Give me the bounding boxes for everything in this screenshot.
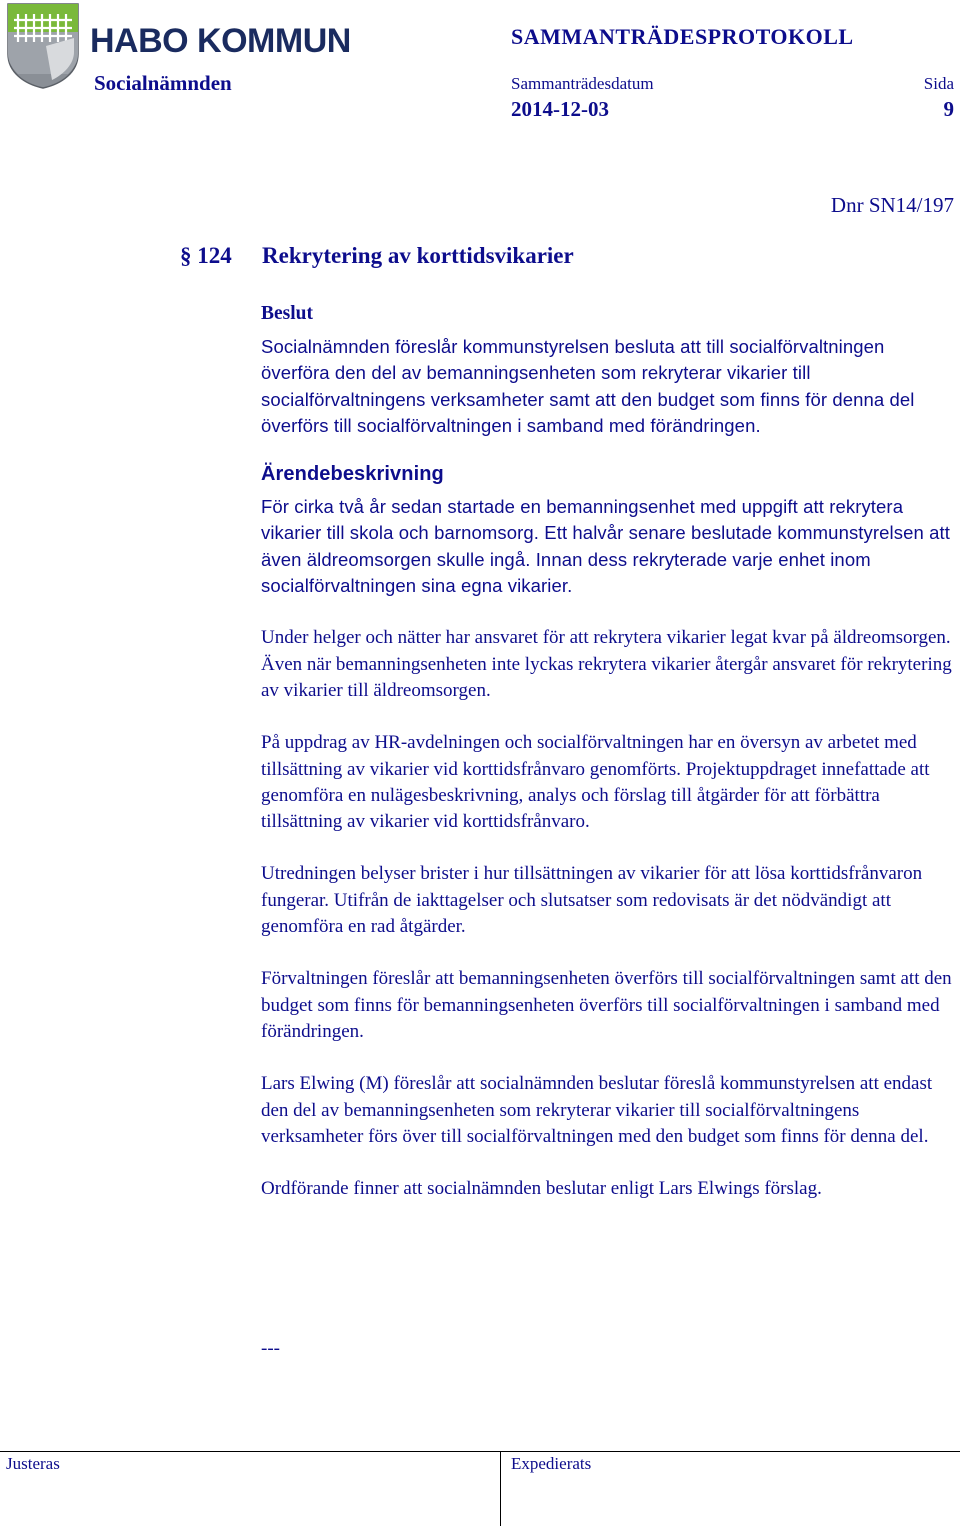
footer-divider-vertical	[500, 1451, 501, 1526]
section-number	[180, 243, 262, 269]
expedierats-label: Expedierats	[511, 1454, 592, 1473]
description-paragraph: Ordförande finner att socialnämnden beslutar enligt Lars Elwings förslag.	[261, 1178, 822, 1200]
end-marker: ---	[261, 1338, 280, 1359]
committee-name: Socialnämnden	[94, 71, 232, 95]
section-heading	[180, 243, 574, 269]
document-type: SAMMANTRÄDESPROTOKOLL	[511, 24, 854, 49]
description-paragraph: På uppdrag av HR-avdelningen och socialförvaltningen har en översyn av arbetet med tillsättning av vikarier vid korttidsfrånvaro genomförts. Projektuppdraget innefattade att genomföra en nulägesbeskrivning, analys och förslag till åtgärder för att förbättra tillsättning av vikarier vid korttidsfrånvaro.	[261, 732, 930, 833]
case-number: Dnr SN14/197	[830, 193, 954, 217]
decision-heading: Beslut	[261, 303, 314, 324]
description-heading: Ärendebeskrivning	[261, 463, 444, 486]
description-paragraph: Förvaltningen föreslår att bemanningsenheten överförs till socialförvaltningen samt att den budget som finns för bemanningsenheten överförs till socialförvaltningen i samband med förändringen.	[261, 968, 952, 1042]
page-label: Sida	[923, 74, 954, 93]
logo-text: HABO KOMMUN	[90, 22, 351, 60]
justeras-label: Justeras	[6, 1454, 60, 1473]
section-title: Rekrytering av korttidsvikarier	[262, 243, 574, 268]
description-paragraph: För cirka två år sedan startade en bemanningsenhet med uppgift att rekrytera vikarier till skola och barnomsorg. Ett halvår senare beslutade kommunstyrelsen att även äldreomsorgen skulle ingå. Innan dess rekryterade varje enhet inom socialförvaltningen sina egna vikarier.	[261, 496, 950, 597]
decision-text: Socialnämnden föreslår kommunstyrelsen besluta att till socialförvaltningen överföra den del av bemanningsenheten som rekryterar vikarier till socialförvaltningens verksamheter samt att den budget som finns för denna del överförs till socialförvaltningen i samband med förändringen.	[261, 336, 915, 436]
paragraph-symbol: §	[180, 243, 192, 268]
page-number: 9	[943, 97, 954, 121]
meeting-date: 2014-12-03	[511, 97, 609, 121]
description-paragraph: Utredningen belyser brister i hur tillsättningen av vikarier för att lösa korttidsfrånvaron fungerar. Utifrån de iakttagelser och slutsatser som redovisats är det nödvändigt att genomföra en rad åtgärder.	[261, 863, 923, 938]
description-paragraph: Lars Elwing (M) föreslår att socialnämnden beslutar föreslå kommunstyrelsen att endast den del av bemanningsenheten som rekryterar vikarier till socialförvaltningens verksamheter förs över till socialförvaltningen med den budget som finns för denna del.	[261, 1073, 933, 1147]
footer-divider-horizontal	[0, 1451, 960, 1452]
meeting-date-label: Sammanträdesdatum	[511, 74, 654, 93]
document-body	[261, 300, 956, 1228]
section-number-value: 124	[197, 243, 232, 268]
coat-of-arms-icon	[6, 2, 80, 90]
description-paragraph: Under helger och nätter har ansvaret för att rekrytera vikarier legat kvar på äldreomsorgen. Även när bemanningsenheten inte lyckas rekrytera vikarier återgår ansvaret för rekrytering av vikarier till äldreomsorgen.	[261, 627, 952, 701]
